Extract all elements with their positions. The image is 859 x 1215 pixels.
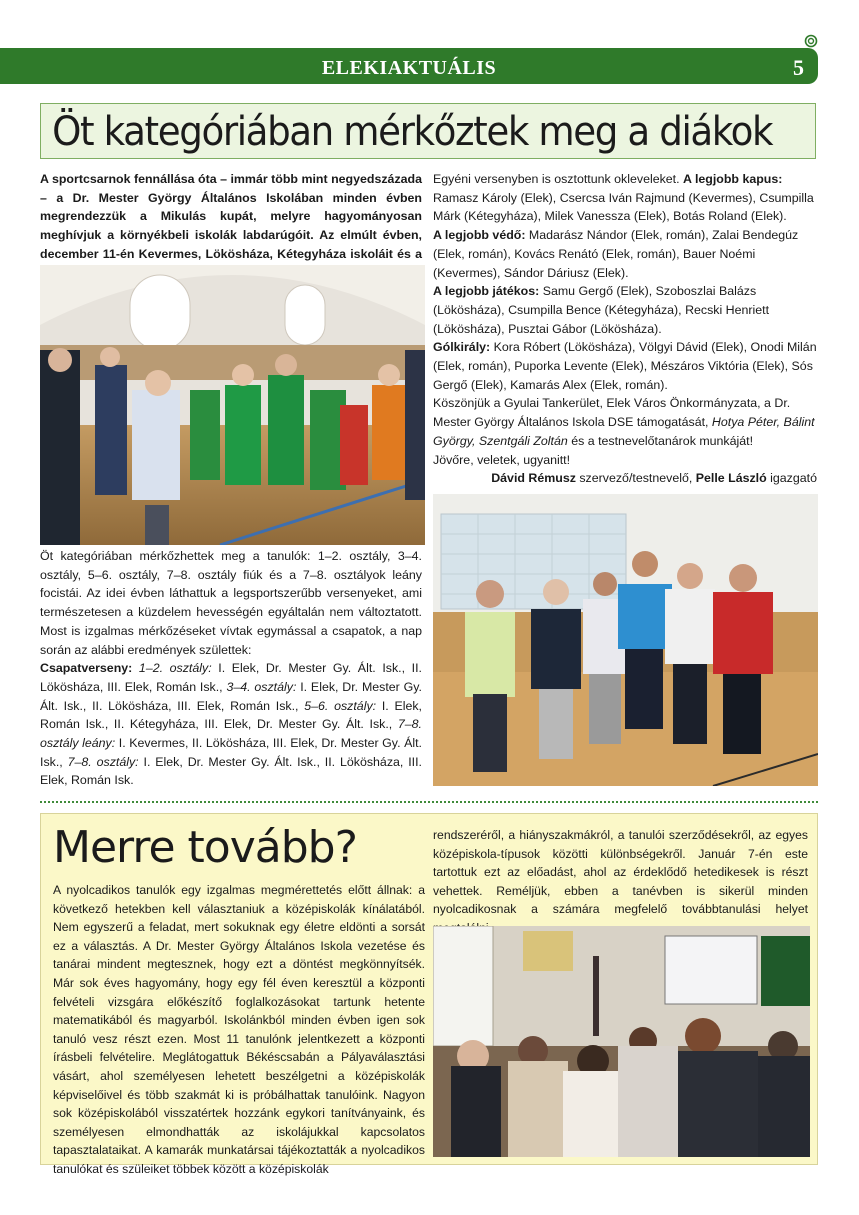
article-title: Öt kategóriában mérkőztek meg a diákok — [52, 109, 773, 155]
individual-intro: Egyéni versenyben is osztottunk okleveleket. — [433, 172, 684, 186]
swirl-ornament-icon — [804, 34, 818, 48]
section-2-lead — [53, 881, 425, 1179]
player-text: Samu Gergő (Elek), Szoboszlai Balázs (Lökösháza), Csumpilla Bence (Kétegyháza), Recski Henriett (Lökösháza), Pusztai Gábor (Lökösháza). — [433, 284, 770, 336]
gym-photo-image — [40, 265, 425, 545]
goalkeeper-text: Ramasz Károly (Elek), Csercsa Iván Rajmund (Kevermes), Csumpilla Márk (Kétegyháza), Milek Vanessza (Elek), Botás Roland (Elek). — [433, 190, 814, 224]
byline — [433, 469, 817, 488]
team-category-5: 7–8. osztály: — [67, 754, 139, 769]
thanks-text: Köszönjük a Gyulai Tankerület, Elek Város Önkormányzata, a Dr. Mester György Általános Iskola DSE támogatását, — [433, 396, 791, 430]
header-bar — [0, 48, 818, 84]
team-result-3: I. Elek, Román Isk., II. Kétegyháza, III. Elek, Dr. Mester Gy. Ált. Isk., — [40, 698, 423, 732]
defender-text: Madarász Nándor (Elek, román), Zalai Bendegúz (Elek, román), Kovács Renátó (Elek, román), Bauer Noémi (Kevermes), Sándor Dáriusz (Elek). — [433, 228, 799, 280]
group-photo — [433, 494, 818, 786]
team-category-3: 5–6. osztály: — [304, 698, 377, 713]
group-photo-image — [433, 494, 818, 786]
classroom-photo — [433, 926, 810, 1157]
team-result-4: I. Kevermes, II. Lökösháza, III. Elek, Dr. Mester Gy. Ált. Isk., — [40, 736, 422, 769]
author-1: Dávid Rémusz — [491, 471, 576, 486]
team-category-2: 3–4. osztály: — [226, 679, 297, 694]
goalkeeper-label: A legjobb kapus: — [683, 172, 783, 186]
scorer-text: Kora Róbert (Lökösháza), Völgyi Dávid (Elek), Onodi Milán (Elek, román), Puporka Levente (Elek), Mészáros Viktória (Elek), Sós Gergő (Elek), Kamarás Alex (Elek, román). — [433, 340, 817, 392]
scorer-label: Gólkirály: — [433, 340, 491, 355]
thanks-names: Hotya Péter, Bálint György, Szentgáli Zoltán — [433, 415, 815, 448]
classroom-photo-image — [433, 926, 810, 1157]
section-2-title: Merre tovább? — [53, 822, 357, 873]
team-result-5: I. Elek, Dr. Mester Gy. Ált. Isk., II. Lökösháza, III. Elek, Román Isk. — [40, 754, 422, 788]
player-results — [433, 282, 817, 338]
scorer-results — [433, 338, 817, 394]
defender-label: A legjobb védő: — [433, 228, 526, 243]
author-2: Pelle László — [695, 471, 767, 486]
author-1-role: szervező/testnevelő, — [575, 471, 696, 486]
team-results-label: Csapatverseny: — [40, 661, 133, 676]
individual-results — [433, 170, 817, 226]
article-body-left — [40, 547, 422, 790]
defender-results — [433, 226, 817, 282]
article-body-right — [433, 170, 817, 488]
section-2-continued-text: rendszeréről, a hiányszakmákról, a tanulói szerződésekről, az egyes középiskola-típusok közötti különbségekről. Január 7-én este tartottuk ezt az előadást, ahol az érdeklődő hetedikesek is részt vehettek. Reméljük, ebben a tanévben is sikerül minden nyolcadikosnak a számára megfelelő továbbtanulási helyet — [433, 828, 808, 917]
closing-line: Jövőre, veletek, ugyanitt! — [433, 452, 571, 467]
publication-title: ELEKIAKTUÁLIS — [321, 57, 497, 79]
article-title-box — [40, 103, 816, 159]
team-results — [40, 659, 422, 790]
thanks-end: és a testnevelőtanárok munkáját! — [567, 433, 754, 448]
page-number: 5 — [793, 55, 804, 80]
author-2-role: igazgató — [766, 471, 817, 486]
section-divider — [40, 801, 818, 803]
gym-photo — [40, 265, 425, 545]
team-result-1: I. Elek, Dr. Mester Gy. Ált. Isk., II. Lökösháza, III. Elek, Román Isk., — [40, 661, 422, 694]
team-result-2: I. Elek, Dr. Mester Gy. Ált. Isk., II. Lökösháza, III. Elek, Román Isk., — [40, 679, 422, 713]
intro-paragraph: Öt kategóriában mérkőzhettek meg a tanulók: 1–2. osztály, 3–4. osztály, 5–6. osztály, 7–8. osztály fiúk és a 7–8. osztályok leány focistái. Az idei évben láthattuk a legsportszerűbb versenyeket, ami természetesen a küzdelem hevességén egyáltalán nem változtatott. Most is izgalmas mérkőzéseket vívtak egymással a csapatok, a nap során az alábbi eredmények születtek: — [40, 549, 422, 657]
team-category-4: 7–8. osztály leány: — [40, 717, 422, 751]
thanks-paragraph — [433, 394, 817, 450]
section-2-lead-text: A nyolcadikos tanulók egy izgalmas megmérettetés előtt állnak: a következő hetekben kell választaniuk a középiskolák kínálatából. Nem egyszerű a feladat, mert sokuknak egy életre eldönti a sorsát ez a választás. A Dr. Mester György Általános Iskola vezetése és tanárai mindent megtesznek, hogy ezt a döntést megkönnyítsék. Már sok éves hagyomány, hogy egy fél éven keresztül a központi felvételi vizsgára előkészítő foglalkozásokat tartunk hetente matematikából és magyarból. Iskolánkból minden évben igen sok tanuló vesz részt ezen. Most 11 tanulónk jelentkezett a központi írásbeli felvételire. Meglátogattuk Békéscsabán a Pályaválasztási vásárt, ahol személyesen lehetett beszélgetni a középiskolák képviselőivel és több szakmát ki is próbálhattak tanulóink. Nagyon sok középiskolából visszatértek hozzánk egykori tanítványaink, és személyesen elmondhatták az iskolájukkal kapcsolatos tapasztalataikat. A kamarák munkatársai tájékoztatták a nyolcadikos tanulókat és szüleiket többek között a középiskolák — [53, 883, 425, 1176]
lead-text: A sportcsarnok fennállása óta – immár több mint negyedszázada – a Dr. Mester György Általános Iskolában minden évben megrendezzük a Mikulás kupát, melyre hagyományosan meghívjuk a környékbeli iskolák labdarúgóit. Az elmúlt évben, december 11-én Kevermes, Lökösháza, Kétegyháza iskoláit és a — [40, 172, 422, 261]
player-label: A legjobb játékos: — [433, 284, 540, 299]
team-category-1: 1–2. osztály: — [138, 661, 212, 676]
section-2-continued — [433, 826, 808, 938]
